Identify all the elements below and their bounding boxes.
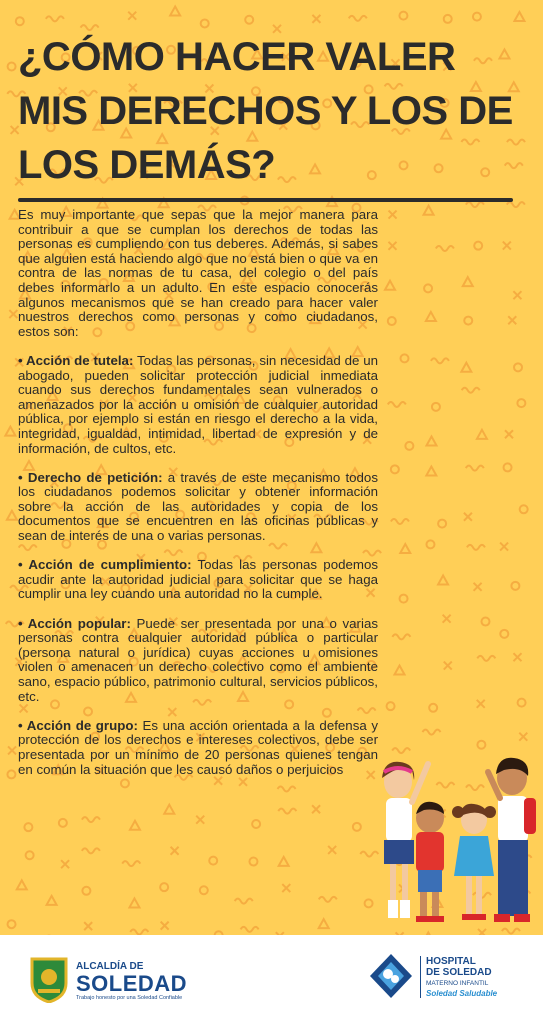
pattern-shape	[503, 242, 511, 250]
list-item	[18, 719, 378, 777]
title-divider	[18, 198, 513, 202]
item-text: a través de este mecanismo todos los ciudadanos podemos solicitar y obtener información sobre la acción de las autoridades y copia de los documentos que se encuentren en las oficinas públicas y sean de interés de una o varias personas.	[18, 469, 378, 544]
pattern-shape	[196, 816, 204, 824]
pattern-shape	[8, 746, 16, 754]
item-text: Todas las personas, sin necesidad de un abogado, pueden solicitar protección judicial inmediata cuando sus derechos fundamentales sean vulnerados o amenazados por la acción u omisión de cualquier autoridad pública, por ejemplo si están en riesgo el derecho a la vida, integridad, igualdad, intimidad, libertad de expresión y de información, de cultos, etc.	[18, 352, 379, 456]
pattern-shape	[424, 284, 432, 292]
pattern-shape	[443, 615, 451, 623]
pattern-shape	[245, 16, 253, 24]
pattern-shape	[467, 545, 485, 550]
pattern-shape	[200, 886, 208, 894]
intro-paragraph: Es muy importante que sepas que la mejor manera para contribuir a que se cumplan los derechos de todas las personas es cumpliendo con tus deberes. Además, si sabes que alguien está haciendo algo que no está bien o que va en contra de las normas de tu casa, del colegio o del país debes informarlo a un adulto. En este espacio conocerás algunos mecanismos que se han creado para hacer valer nuestros derechos como personas y como ciudadanos, estos son:	[18, 207, 378, 339]
pattern-shape	[519, 733, 527, 741]
pattern-shape	[391, 519, 409, 524]
pattern-shape	[209, 857, 217, 865]
pattern-shape	[61, 860, 69, 868]
item-term: • Derecho de petición:	[18, 469, 163, 485]
small-girl-figure	[452, 804, 496, 920]
pattern-shape	[429, 704, 437, 712]
pattern-shape	[8, 63, 16, 71]
hospital-name	[426, 956, 492, 978]
pattern-shape	[8, 920, 16, 928]
pattern-shape	[504, 463, 512, 471]
article-body	[18, 208, 378, 792]
pattern-shape	[473, 13, 481, 21]
alcaldia-slogan: Trabajo honesto por una Soledad Confiable	[76, 995, 183, 1001]
pattern-shape	[278, 809, 296, 814]
pattern-shape	[513, 653, 521, 661]
pattern-shape	[505, 430, 513, 438]
pattern-shape	[517, 399, 525, 407]
pattern-shape	[431, 358, 449, 363]
pattern-shape	[128, 12, 136, 20]
pattern-shape	[395, 666, 405, 675]
pattern-shape	[122, 861, 140, 866]
pattern-shape	[514, 363, 522, 371]
hospital-sub: MATERNO INFANTIL	[426, 980, 489, 987]
pattern-shape	[9, 310, 17, 318]
pattern-shape	[164, 805, 174, 814]
alcaldia-line2: SOLEDAD	[76, 971, 188, 996]
hospital-logo	[368, 950, 528, 1010]
list-item	[18, 617, 378, 705]
tall-boy-figure	[488, 758, 536, 922]
pattern-shape	[349, 16, 367, 21]
pattern-shape	[249, 858, 257, 866]
pattern-shape	[422, 730, 440, 735]
hospital-tagline: Soledad Saludable	[426, 989, 498, 998]
alcaldia-line1: ALCALDÍA DE	[76, 961, 144, 972]
item-term: • Acción popular:	[18, 615, 131, 631]
pattern-shape	[5, 427, 15, 436]
page-title: ¿CÓMO HACER VALER MIS DERECHOS Y LOS DE LOS DEMÁS?	[18, 35, 513, 187]
pattern-shape	[464, 317, 472, 325]
list-item	[18, 558, 378, 602]
pattern-shape	[392, 634, 410, 639]
pattern-shape	[511, 582, 519, 590]
pattern-shape	[391, 465, 399, 473]
pattern-shape	[426, 467, 436, 476]
pattern-shape	[477, 656, 495, 661]
pattern-shape	[514, 12, 524, 21]
pattern-shape	[400, 544, 410, 553]
pattern-shape	[436, 246, 454, 251]
pattern-shape	[312, 15, 320, 23]
pattern-shape	[481, 618, 489, 626]
pattern-shape	[474, 242, 482, 250]
pattern-shape	[438, 575, 448, 584]
pattern-shape	[400, 595, 408, 603]
pattern-shape	[241, 927, 259, 932]
pattern-shape	[388, 402, 406, 407]
pattern-shape	[444, 662, 452, 670]
pattern-shape	[17, 880, 27, 889]
pattern-shape	[388, 317, 396, 325]
hospital-emblem-icon	[368, 952, 414, 1000]
pattern-shape	[82, 848, 100, 853]
pattern-shape	[426, 540, 434, 548]
item-text: Todas las personas podemos acudir ante la autoridad judicial para solicitar que se haga cumplir una ley cuando una autoridad no la cumple.	[18, 557, 378, 602]
pattern-shape	[500, 543, 508, 551]
pattern-shape	[466, 466, 484, 471]
pattern-shape	[462, 388, 480, 393]
pattern-shape	[432, 403, 440, 411]
pattern-shape	[319, 919, 329, 928]
pattern-shape	[424, 206, 434, 215]
pattern-shape	[160, 883, 168, 891]
item-term: • Acción de cumplimiento:	[18, 557, 192, 573]
pattern-shape	[444, 15, 452, 23]
pattern-shape	[252, 820, 260, 828]
pattern-shape	[130, 929, 148, 934]
pattern-shape	[161, 922, 169, 930]
pattern-shape	[282, 884, 290, 892]
pattern-shape	[464, 513, 472, 521]
pattern-shape	[7, 770, 15, 778]
pattern-shape	[319, 897, 337, 902]
pattern-shape	[463, 277, 473, 286]
pattern-shape	[7, 511, 17, 520]
item-term: • Acción de tutela:	[18, 352, 134, 368]
pattern-shape	[387, 702, 395, 710]
pattern-shape	[353, 823, 361, 831]
pattern-shape	[389, 211, 397, 219]
pattern-shape	[508, 316, 516, 324]
pattern-shape	[399, 12, 407, 20]
pattern-shape	[520, 505, 528, 513]
item-term: • Acción de grupo:	[18, 717, 138, 733]
pattern-shape	[500, 630, 508, 638]
pattern-shape	[171, 847, 179, 855]
hospital-line1: HOSPITAL	[426, 956, 476, 967]
pattern-shape	[170, 7, 180, 16]
hospital-divider	[420, 956, 421, 998]
pattern-shape	[129, 898, 139, 907]
pattern-shape	[385, 281, 395, 290]
pattern-shape	[507, 202, 525, 207]
pattern-shape	[461, 363, 471, 372]
pattern-shape	[513, 291, 521, 299]
pattern-shape	[47, 896, 57, 905]
item-text: Puede ser presentada por una o varias personas contra cualquier autoridad pública o particular (persona natural o jurídica) cuyas acciones u omisiones violen o amenacen un derecho colectivo como el ambiente sano, espacio público, patrimonio cultural, servicios públicos, etc.	[18, 615, 378, 704]
pattern-shape	[82, 887, 90, 895]
pattern-shape	[438, 520, 446, 528]
pattern-shape	[130, 821, 140, 830]
pattern-shape	[235, 899, 253, 904]
pattern-shape	[279, 857, 289, 866]
small-boy-figure	[416, 802, 444, 922]
pattern-shape	[82, 817, 100, 822]
pattern-shape	[312, 805, 320, 813]
pattern-shape	[477, 430, 487, 439]
item-text: Es una acción orientada a la defensa y protección de los derechos e intereses colectivos, debe ser presentada por un mínimo de 20 personas quienes tengan en común la situación que les causó daños o perjuicios	[18, 717, 378, 777]
pattern-shape	[16, 17, 24, 25]
pattern-shape	[400, 354, 408, 362]
pattern-shape	[518, 699, 526, 707]
pattern-shape	[26, 851, 34, 859]
pattern-shape	[84, 922, 92, 930]
pattern-shape	[466, 202, 484, 207]
pattern-shape	[477, 741, 485, 749]
pattern-shape	[46, 16, 64, 21]
pattern-shape	[426, 312, 436, 321]
pattern-shape	[24, 823, 32, 831]
pattern-shape	[201, 19, 209, 27]
pattern-shape	[474, 583, 482, 591]
hospital-line2: DE SOLEDAD	[426, 967, 492, 978]
list-item	[18, 354, 378, 456]
alcaldia-logo	[30, 955, 230, 1005]
pattern-shape	[405, 442, 413, 450]
list-item	[18, 471, 378, 544]
pattern-shape	[477, 700, 485, 708]
pattern-shape	[328, 846, 336, 854]
pattern-shape	[388, 242, 396, 250]
pattern-shape	[59, 819, 67, 827]
children-illustration	[370, 752, 543, 932]
pattern-shape	[427, 436, 437, 445]
shield-icon	[30, 955, 68, 1003]
